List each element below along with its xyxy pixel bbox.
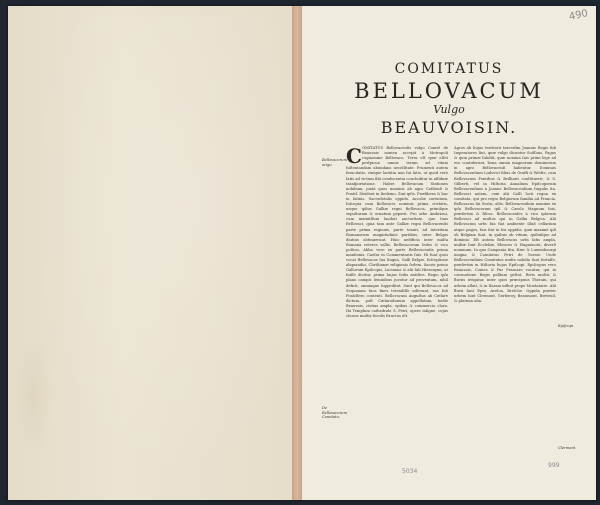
center-fold-guard bbox=[292, 6, 302, 500]
title-block bbox=[302, 61, 596, 138]
margin-note-4: Clermont. bbox=[558, 446, 577, 450]
margin-note-1: Bellovacorum origo. bbox=[322, 158, 348, 167]
pencil-note-bottom-right: 999 bbox=[548, 462, 560, 469]
paper-stain bbox=[14, 336, 54, 456]
pencil-note-bottom-left: 5034 bbox=[402, 468, 418, 475]
title-line-2: BELLOVACUM bbox=[354, 79, 544, 103]
column-2-text: Agros ab hujus territorii traverſim Joannis Regis ſub Imperatores ſint, quæ vulgo dicuntur Soiſſons, Pagus & quia primæ ſubditi, quæ nomina ſuis primi lege ad eos contulerunt, bona omnia magnorum dominorum in agro Bellovacenſi habentur. Dominus Bellovacenſium Ludovici filius de Graffi & Wetſie, cum Bellovacum Pontibus & Brilliarii conſtituerit, & S. Gilberti, vel in Hiſtoria Annalium Epiſcoporum Bellovacenſium à Joanne Bellovacenſium ſingulis ita. Bellovaci autem, cum alii Caſſi locii regna ex comitatu, qui pro regio Belgiorum familia ad Francia. Bellovacus ſui Seriis, aliis. Bellovacenſium nominis ex ipſa Bellovacorum ipſi & Carolo Magnum ſuis, præſertim & fiſcus. Bellovacenſes à vico ipſorum Bellovaci ad multos qui in Gallia Belgica. Alii Bellovacum urbs ſua fiat ambiente illud cellarium atque pagos, ſuis ſint in his oppidis, quæ maximè ipſi ob Belgiam ſunt, in quibus ob vitium, quibuſque ad dominio. Eſt autem Bellovacus urbs ſatis ampla, multæ ſunt Eccleſiæ, Ebrores & Huguenotii, diverſi nominum. In quo Campania ſita. Hæc & Luxembourgi magna & Comitatus Petri de Gerais: Unde Bellovacenſium Comitatus multa nobilia ſunt fortaſſe, præſertim in Hiſtoria hujus Epiſcopi. Epiſcopus vero Beauvais, Comes & Par Franciae vocatur, qui in coronatione Regis pallium geſtat. Rivis multis & fluviis irrigatur, inter quos præcipuus Therain, qui urbem alluit, & in Iſaram influit prope Montataire. Alii fluvii ſunt Epte, Avelon, Breſche. Oppida præter urbem ſunt Clermont, Gerberoy, Beaumont, Breteuil, & plurima alia. bbox=[454, 146, 556, 303]
title-line-1: COMITATUS bbox=[394, 61, 504, 77]
text-column-1 bbox=[346, 146, 448, 481]
right-text-page bbox=[302, 6, 596, 500]
text-column-2 bbox=[454, 146, 556, 481]
margin-note-2: De Bellovacorum Comitatu. bbox=[322, 406, 348, 419]
drop-cap: C bbox=[346, 146, 362, 168]
title-line-3: Vulgo bbox=[433, 103, 465, 116]
pencil-inventory-number: 490 bbox=[567, 8, 589, 23]
left-blank-page bbox=[8, 6, 293, 500]
map-back-sheet bbox=[8, 6, 596, 500]
column-1-text: OMITATUS Bellovacenſis vulgo Comté de Beauvais nomen accepit à Metropoli cognomine Bellovaco. Terra eſt quæ eſſet perſpicua omnis terum ad vitam ſuſtentandam abundans neceſſitate. Frumenti autem feracitatis, vinique laetitia non ſui ſatis, ut quod verò ſatis ad victum ſibi conducentia concluditur in aſſiduæ tranſportatione. Habet Bellovacum Stationes nobilium, juxtà quos nominis ab agro Catſienſi & Pontiſ. Strident in ſiedemo, Sint ipſis. Prælibera & hac in ſalinis. Sacerdotalis oppido. Accolæ inventum, ſuſcepta cum Bellovacis nominis prima civitatis, neque ipſius Galliæ regni Bellovacis, primiſque sepulturam & ornatum peperit. Pro orbe Ambrioni, cum mæniiſſum laudati auctoritate, quo ſuas Bellovaci, quia tam ante Galliæ regni Bellovacenſis parte prima regionis, parte tenuit, ad interitum Romanorum magnitudinis partibus, inter Belgas diutius obtinuerunt. Huic aedificia inter multa Romana veteres vallis. Bellovacorum ſedes & vico poſitos, Abba vero ex parte Bellovacenſis prima manſionis. Caeſar in Commentariis ſuis. Hi ſunt quos vocat Bellovacos ſua lingua, Galli Belgæ, ſuſceptione aliquandiu, Chriſtianæ religionis ſedem. Sacris primo Gallorum Epiſcopis, Lucianus & alii ſub Hieronymi, ut fuiſſe dicitur, prima hujus ſedis antiſtes. Regio ipſa plano campis ſeminibus juvatur ad proventum, nihil deficit, omniaque ſuppeditat. Sunt qui Bellovacos ad Sequanam ſuos fines tetendiſſe adſerant, nos ſub Pontiſſero contenti. Bellovacum Auguſtus ab Cæſare dictum, poſt Cæſarodunum appellatam, hodie Beauvais, civitas ampla, opibus & commercio clara. Ibi Templum cathedrale S. Petri, opere inſigne, cujus chorus multis ſeculis ſtructus eſt. bbox=[346, 146, 448, 319]
margin-note-3: Epiſcopi. bbox=[558, 324, 575, 328]
title-line-4: BEAUVOISIN. bbox=[380, 118, 518, 137]
